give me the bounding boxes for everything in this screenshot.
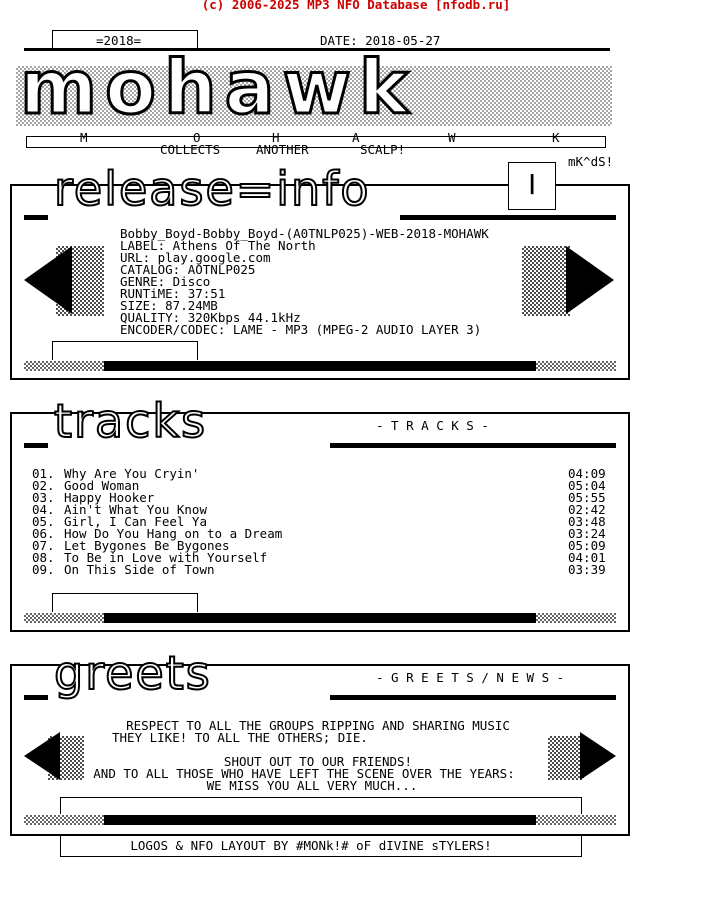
mohawk-logo: mohawk: [20, 45, 417, 131]
greets-line: RESPECT TO ALL THE GROUPS RIPPING AND SHARING MUSIC: [126, 718, 510, 733]
greets-title: greets: [54, 646, 212, 700]
track-title: On This Side of Town: [64, 562, 215, 577]
track-time: 04:01: [568, 550, 606, 565]
tracks-title: tracks: [54, 394, 208, 448]
release-name: Bobby_Boyd-Bobby_Boyd-(A0TNLP025)-WEB-2018-MOHAWK: [120, 226, 489, 241]
right-arrow-icon: [566, 246, 614, 314]
track-time: 03:39: [568, 562, 606, 577]
tagline-word: ANOTHER: [256, 142, 309, 157]
spelled-letter: M: [80, 130, 88, 145]
track-title: Why Are You Cryin': [64, 466, 200, 481]
greets-line: SHOUT OUT TO OUR FRIENDS!: [223, 754, 413, 769]
greets-line: AND TO ALL THOSE WHO HAVE LEFT THE SCENE OVER THE YEARS:: [93, 766, 515, 781]
info-cursor-icon: I: [528, 168, 537, 201]
release-label: LABEL: Athens Of The North: [120, 238, 316, 253]
greets-line: WE MISS YOU ALL VERY MUCH...: [206, 778, 418, 793]
track-number: 07.: [32, 538, 55, 553]
greets-line: THEY LIKE! TO ALL THE OTHERS; DIE.: [112, 730, 368, 745]
track-title: To Be in Love with Yourself: [64, 550, 268, 565]
track-title: Ain't What You Know: [64, 502, 207, 517]
tagline-word: SCALP!: [360, 142, 406, 157]
greets-label: - G R E E T S / N E W S -: [376, 670, 565, 685]
release-info-title: release=info: [54, 162, 371, 216]
track-number: 09.: [32, 562, 55, 577]
track-title: Good Woman: [64, 478, 140, 493]
track-number: 08.: [32, 550, 55, 565]
track-number: 01.: [32, 466, 55, 481]
nfo-date: DATE: 2018-05-27: [320, 33, 441, 48]
track-number: 04.: [32, 502, 55, 517]
spelled-letter: W: [448, 130, 456, 145]
track-time: 03:48: [568, 514, 606, 529]
release-catalog: CATALOG: AOTNLP025: [120, 262, 256, 277]
spelled-letter: O: [193, 130, 201, 145]
spelled-letter: H: [272, 130, 280, 145]
tracks-label: - T R A C K S -: [376, 418, 489, 433]
release-genre: GENRE: Disco: [120, 274, 211, 289]
signature: mK^dS!: [568, 154, 614, 169]
track-number: 05.: [32, 514, 55, 529]
track-time: 05:04: [568, 478, 606, 493]
tagline-word: COLLECTS: [160, 142, 221, 157]
spelled-letter: A: [352, 130, 360, 145]
track-title: Let Bygones Be Bygones: [64, 538, 230, 553]
release-encoder: ENCODER/CODEC: LAME - MP3 (MPEG-2 AUDIO LAYER 3): [120, 322, 482, 337]
track-title: How Do You Hang on to a Dream: [64, 526, 283, 541]
release-year: =2018=: [96, 33, 142, 48]
track-time: 02:42: [568, 502, 606, 517]
track-time: 03:24: [568, 526, 606, 541]
site-header: (c) 2006-2025 MP3 NFO Database [nfodb.ru]: [201, 0, 511, 12]
spelled-frame: [26, 136, 606, 148]
track-number: 06.: [32, 526, 55, 541]
footer-credit: LOGOS & NFO LAYOUT BY #MONk!# oF dIVINE sTYLERS!: [130, 838, 492, 853]
track-time: 05:09: [568, 538, 606, 553]
spelled-letter: K: [552, 130, 560, 145]
track-time: 04:09: [568, 466, 606, 481]
release-runtime: RUNTiME: 37:51: [120, 286, 226, 301]
track-title: Happy Hooker: [64, 490, 155, 505]
release-size: SIZE: 87.24MB: [120, 298, 218, 313]
track-title: Girl, I Can Feel Ya: [64, 514, 207, 529]
track-number: 03.: [32, 490, 55, 505]
track-number: 02.: [32, 478, 55, 493]
release-url: URL: play.google.com: [120, 250, 271, 265]
release-quality: QUALITY: 320Kbps 44.1kHz: [120, 310, 301, 325]
track-time: 05:55: [568, 490, 606, 505]
